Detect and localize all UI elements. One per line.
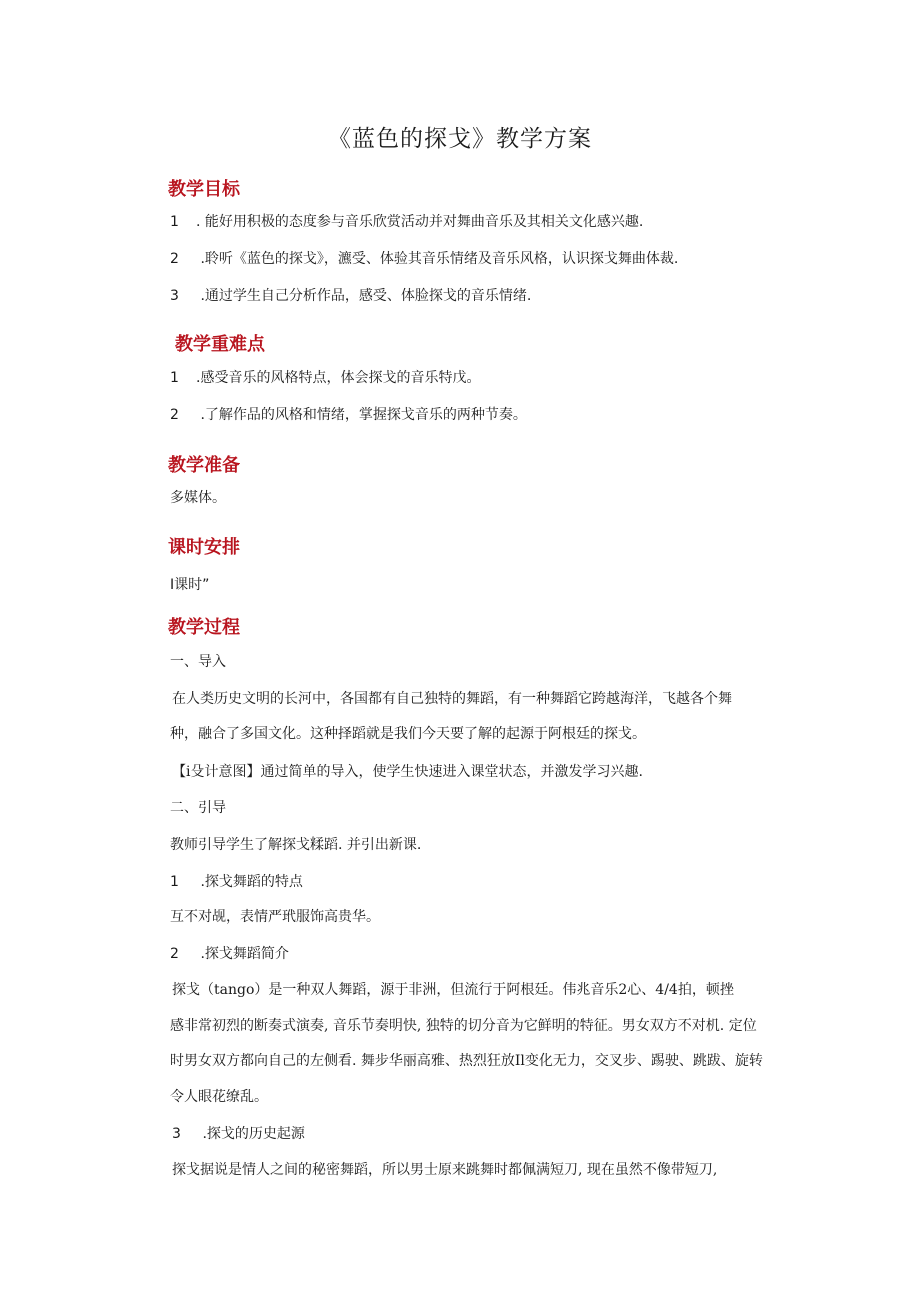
- section-heading-key-points: 教学重难点: [175, 334, 265, 355]
- key-point-item-2: [170, 405, 527, 425]
- item-number: 1: [170, 370, 179, 386]
- item-text: . 能好用积极的态度参与音乐欣赏活动并对舞曲音乐及其相关文化感兴趣.: [196, 214, 644, 230]
- item-text: .了解作品的风格和情绪，掌握探戈音乐的两种节奏。: [196, 407, 527, 423]
- item-text: .探戈的历史起源: [198, 1126, 305, 1142]
- tango-intro-line-2: 感非常初烈的断奏式演奏, 音乐节奏明快, 独特的切分音为它鲜明的特征。男女双方不对机. 定位: [170, 1018, 757, 1034]
- item-number: 2: [170, 946, 179, 962]
- section-heading-objectives: 教学目标: [168, 179, 240, 200]
- item-text: .探戈舞蹈的特点: [196, 874, 303, 890]
- tango-intro-line-3: 时男女双方都向自己的左侧看. 舞步华丽高雅、热烈狂放Il变化无力，交叉步、踢驶、跳跋、旋转: [170, 1053, 763, 1069]
- tango-intro-line-4: 令人眼花缭乱。: [170, 1089, 268, 1105]
- preparation-text: 多媒体。: [170, 490, 226, 506]
- objective-item-1: [170, 212, 643, 232]
- item-number: 3: [172, 1126, 181, 1142]
- item-number: 1: [170, 874, 179, 890]
- subsection-3-title: [172, 1124, 305, 1144]
- subsection-1-text: 互不对觇，表情严玳服饰高贵华。: [170, 909, 380, 925]
- tango-origin-line-1: 探戈据说是情人之间的秘密舞蹈，所以男士原来跳舞时都佩满短刀, 现在虽然不像带短刀,: [172, 1162, 718, 1178]
- item-number: 2: [170, 407, 179, 423]
- objective-item-3: [170, 286, 531, 306]
- intro-paragraph-line-2: 种，融合了多国文化。这种择蹈就是我们今天要了解的起源于阿根廷的探戈。: [170, 726, 646, 742]
- item-text: .感受音乐的风格特点，体会探戈的音乐特戊。: [196, 370, 481, 386]
- item-text: .探戈舞蹈简介: [196, 946, 289, 962]
- section-heading-preparation: 教学准备: [168, 455, 240, 476]
- item-number: 2: [170, 251, 179, 267]
- key-point-item-1: [170, 368, 480, 388]
- section-heading-schedule: 课时安排: [168, 537, 240, 558]
- schedule-text: I课时”: [170, 577, 210, 593]
- guide-text: 教师引导学生了解探戈糅蹈. 并引出新课.: [170, 837, 422, 853]
- item-number: 3: [170, 288, 179, 304]
- objective-item-2: [170, 249, 678, 269]
- item-text: .聆听《蓝色的探戈》，瀌受、体验其音乐情绪及音乐风格，认识探戈舞曲体裁.: [196, 251, 679, 267]
- design-note: 【i殳计意图】通过简单的导入，使学生快速进入课堂状态，并激发学习兴趣.: [172, 764, 643, 780]
- intro-paragraph-line-1: 在人类历史文明的长河中，各国都有自己独特的舞蹈，有一种舞蹈它跨越海洋，飞越各个舞: [172, 691, 732, 707]
- subsection-2-title: [170, 944, 289, 964]
- item-text: .通过学生自己分析作品，感受、体脸探戈的音乐情绪.: [196, 288, 532, 304]
- tango-intro-line-1: 探戈（tango）是一种双人舞蹈，源于非洲，但流行于阿根廷。伟兆音乐2心、4/4拍，顿挫: [172, 982, 734, 998]
- subsection-1-title: [170, 872, 303, 892]
- guide-title: 二、引导: [170, 800, 226, 816]
- item-number: 1: [170, 214, 179, 230]
- intro-title: 一、导入: [170, 654, 226, 670]
- page-title: 《蓝色的探戈》教学方案: [328, 126, 592, 152]
- section-heading-process: 教学过程: [168, 617, 240, 638]
